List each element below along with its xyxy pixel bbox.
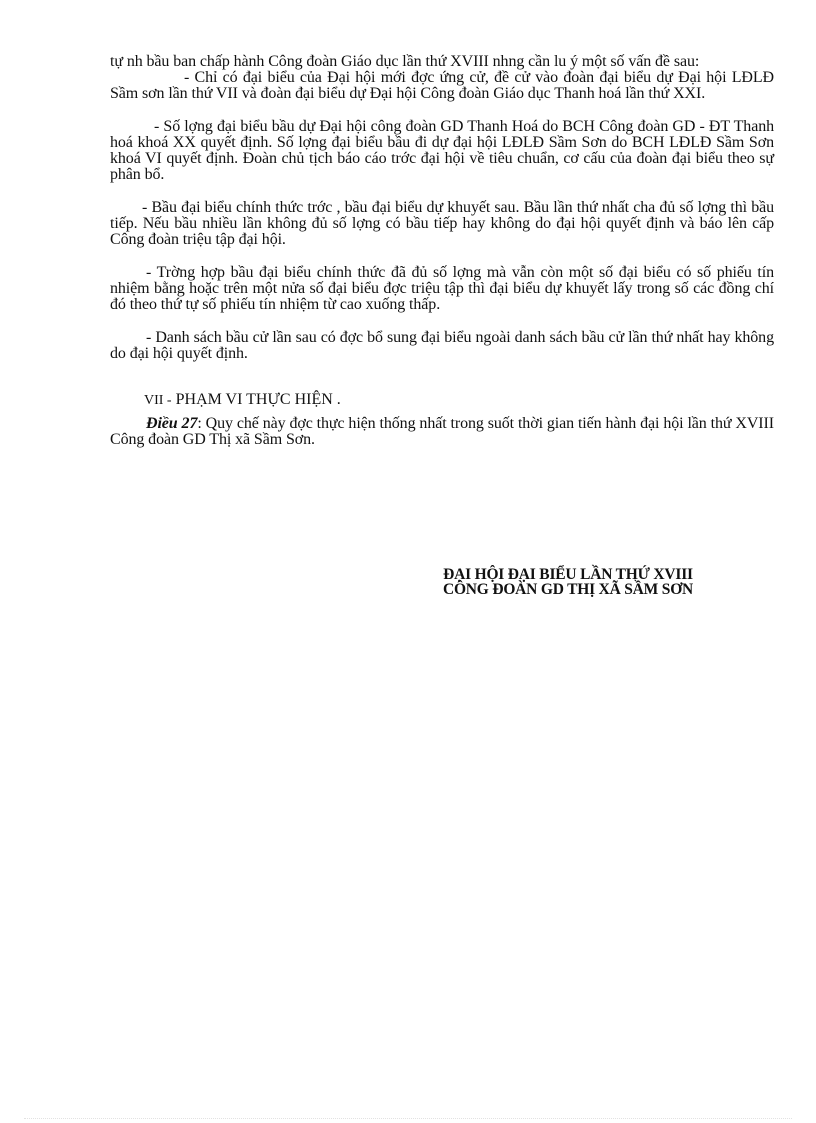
paragraph-candidates: - Chỉ có đại biểu của Đại hội mới đợc ứng cử, đề cử vào đoàn đại biểu dự Đại hội LĐLĐ Sầm sơn lần thứ VII và đoàn đại biểu dự Đại hội Công đoàn Giáo dục Thanh hoá lần thứ XXI. — [110, 69, 774, 102]
paragraph-supplementary-list: - Danh sách bầu cử lần sau có đợc bổ sung đại biểu ngoài danh sách bầu cử lần thứ nhất hay không do đại hội quyết định. — [110, 329, 774, 362]
paragraph-election-order: - Bầu đại biểu chính thức trớc , bầu đại biểu dự khuyết sau. Bầu lần thứ nhất cha đủ số lợng thì bầu tiếp. Nếu bầu nhiều lần không đủ số lợng có bầu tiếp hay không do đại hội quyết định và báo lên cấp Công đoàn triệu tập đại hội. — [110, 199, 774, 248]
page-bottom-divider — [24, 1118, 792, 1119]
signature-line-2: CÔNG ĐOÀN GD THỊ XÃ SẦM SƠN — [442, 581, 694, 598]
article-text: : Quy chế này đợc thực hiện thống nhất trong suốt thời gian tiến hành đại hội lần thứ XVIII Công đoàn GD Thị xã Sầm Sơn. — [110, 415, 774, 448]
signature-line-1: ĐẠI HỘI ĐẠI BIỂU LẦN THỨ XVIII — [443, 566, 693, 583]
article-paragraph — [110, 416, 774, 448]
signature-block — [408, 567, 728, 597]
paragraph-intro: tự nh bầu ban chấp hành Công đoàn Giáo dục lần thứ XVIII nhng cần lu ý một số vấn đề sau: — [110, 53, 700, 70]
article-label: Điều 27 — [146, 415, 198, 432]
section-number: VII - — [144, 393, 172, 408]
section-trailing: . — [336, 391, 341, 408]
section-title: PHẠM VI THỰC HIỆN — [175, 391, 333, 408]
paragraph-alternate-delegates: - Trờng hợp bầu đại biểu chính thức đã đủ số lợng mà vẫn còn một số đại biểu có số phiếu tín nhiệm bằng hoặc trên một nửa số đại biểu đợc triệu tập thì đại biểu dự khuyết lấy trong số các đồng chí đó theo thứ tự số phiếu tín nhiệm từ cao xuống thấp. — [110, 264, 774, 313]
document-body — [110, 54, 774, 448]
paragraph-delegate-count: - Số lợng đại biểu bầu dự Đại hội công đoàn GD Thanh Hoá do BCH Công đoàn GD - ĐT Thanh hoá khoá XX quyết định. Số lợng đại biểu bầu đi dự đại hội LĐLĐ Sầm Sơn do BCH LĐLĐ Sầm Sơn khoá VI quyết định. Đoàn chủ tịch báo cáo trớc đại hội về tiêu chuẩn, cơ cấu của đoàn đại biểu theo sự phân bổ. — [110, 118, 774, 183]
section-heading — [110, 391, 774, 410]
